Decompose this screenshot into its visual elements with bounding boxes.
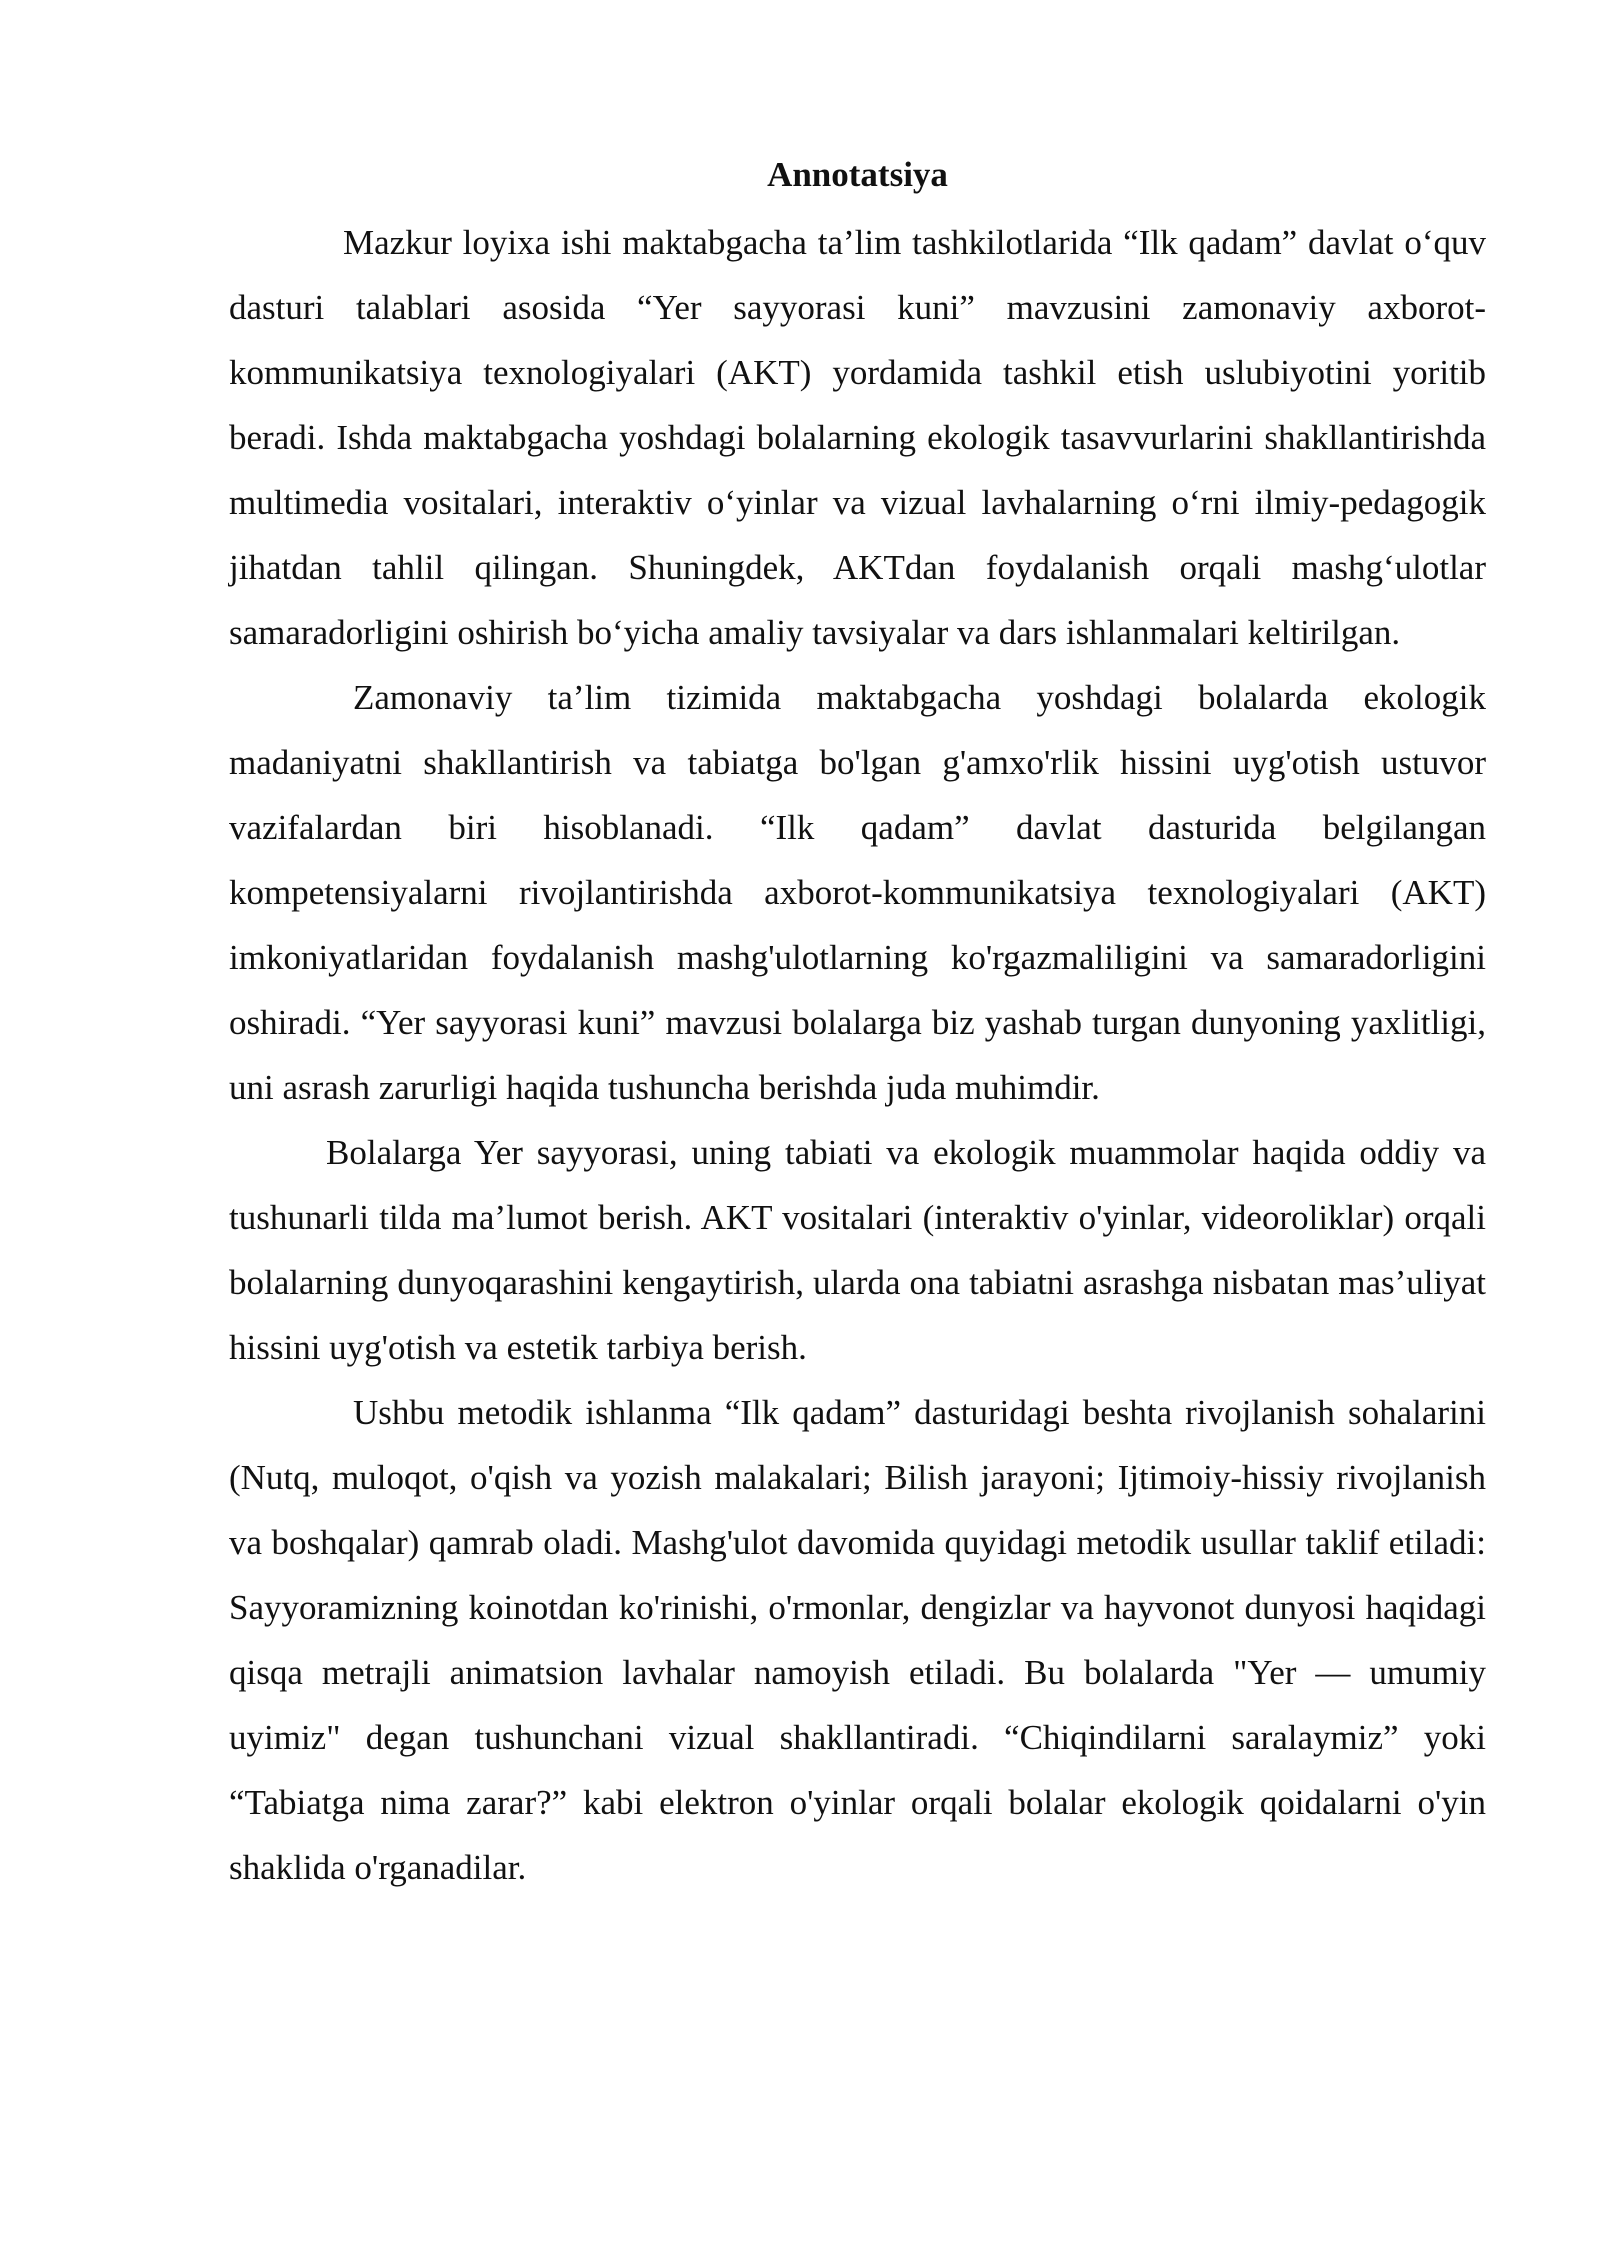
paragraph-2: Zamonaviy ta’lim tizimida maktabgacha yoshdagi bolalarda ekologik madaniyatni shakllantirish va tabiatga bo'lgan g'amxo'rlik hissini uyg'otish ustuvor vazifalardan biri hisoblanadi. “Ilk qadam” davlat dasturida belgilangan kompetensiyalarni rivojlantirishda axborot-kommunikatsiya texnologiyalari (AKT) imkoniyatlaridan foydalanish mashg'ulotlarning ko'rgazmaliligini va samaradorligini oshiradi. “Yer sayyorasi kuni” mavzusi bolalarga biz yashab turgan dunyoning yaxlitligi, uni asrash zarurligi haqida tushuncha berishda juda muhimdir. <box>229 678 1486 1107</box>
paragraph-3: Bolalarga Yer sayyorasi, uning tabiati va ekologik muammolar haqida oddiy va tushunarli tilda ma’lumot berish. AKT vositalari (interaktiv o'yinlar, videoroliklar) orqali bolalarning dunyoqarashini kengaytirish, ularda ona tabiatni asrashga nisbatan mas’uliyat hissini uyg'otish va estetik tarbiya berish. <box>229 1133 1486 1367</box>
paragraph-1: Mazkur loyixa ishi maktabgacha ta’lim tashkilotlarida “Ilk qadam” davlat o‘quv dasturi talablari asosida “Yer sayyorasi kuni” mavzusini zamonaviy axborot-kommunikatsiya texnologiyalari (AKT) yordamida tashkil etish uslubiyotini yoritib beradi. Ishda maktabgacha yoshdagi bolalarning ekologik tasavvurlarini shakllantirishda multimedia vositalari, interaktiv o‘yinlar va vizual lavhalarning o‘rni ilmiy-pedagogik jihatdan tahlil qilingan. Shuningdek, AKTdan foydalanish orqali mashg‘ulotlar samaradorligini oshirish bo‘yicha amaliy tavsiyalar va dars ishlanmalari keltirilgan. <box>229 223 1486 652</box>
document-body <box>229 150 1486 1900</box>
paragraph-4: Ushbu metodik ishlanma “Ilk qadam” dasturidagi beshta rivojlanish sohalarini (Nutq, muloqot, o'qish va yozish malakalari; Bilish jarayoni; Ijtimoiy-hissiy rivojlanish va boshqalar) qamrab oladi. Mashg'ulot davomida quyidagi metodik usullar taklif etiladi: Sayyoramizning koinotdan ko'rinishi, o'rmonlar, dengizlar va hayvonot dunyosi haqidagi qisqa metrajli animatsion lavhalar namoyish etiladi. Bu bolalarda "Yer — umumiy uyimiz" degan tushunchani vizual shakllantiradi. “Chiqindilarni saralaymiz” yoki “Tabiatga nima zarar?” kabi elektron o'yinlar orqali bolalar ekologik qoidalarni o'yin shaklida o'rganadilar. <box>229 1393 1486 1887</box>
page-title: Annotatsiya <box>767 155 948 194</box>
